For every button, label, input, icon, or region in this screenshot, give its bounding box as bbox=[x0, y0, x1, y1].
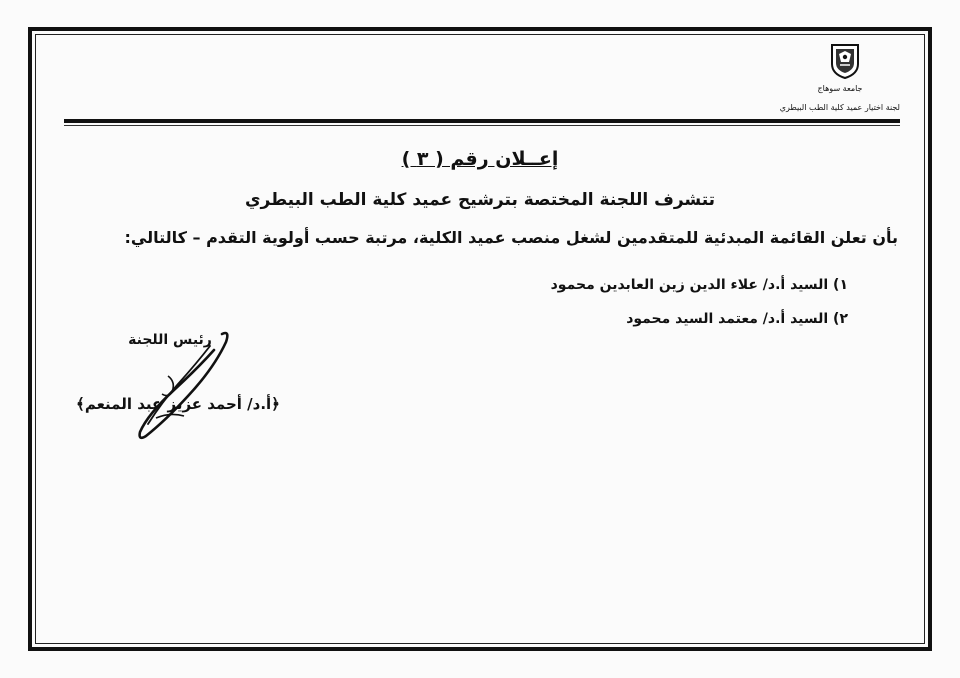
university-name: جامعة سوهاج bbox=[817, 84, 863, 93]
announcement-title-text: إعــلان رقم ( ٣ ) bbox=[401, 148, 559, 170]
header-divider-thick bbox=[64, 119, 900, 123]
chair-title: رئيس اللجنة bbox=[128, 332, 212, 348]
committee-name: لجنة اختيار عميد كلية الطب البيطري bbox=[779, 103, 900, 112]
university-seal-icon bbox=[829, 42, 861, 80]
candidate-item: ٢) السيد أ.د/ معتمد السيد محمود bbox=[626, 311, 848, 327]
announcement-line-1: تتشرف اللجنة المختصة بترشيح عميد كلية الطب البيطري bbox=[244, 190, 716, 210]
chair-name: ﴿أ.د/ أحمد عزيز عبد المنعم﴾ bbox=[76, 395, 280, 413]
announcement-title bbox=[0, 148, 960, 170]
announcement-line-2: بأن تعلن القائمة المبدئية للمتقدمين لشغل منصب عميد الكلية، مرتبة حسب أولوية التقدم – كالتالي: bbox=[124, 228, 898, 247]
header-divider-thin bbox=[64, 125, 900, 126]
candidate-item: ١) السيد أ.د/ علاء الدين زين العابدين محمود bbox=[550, 277, 848, 293]
signature-icon bbox=[118, 328, 238, 443]
